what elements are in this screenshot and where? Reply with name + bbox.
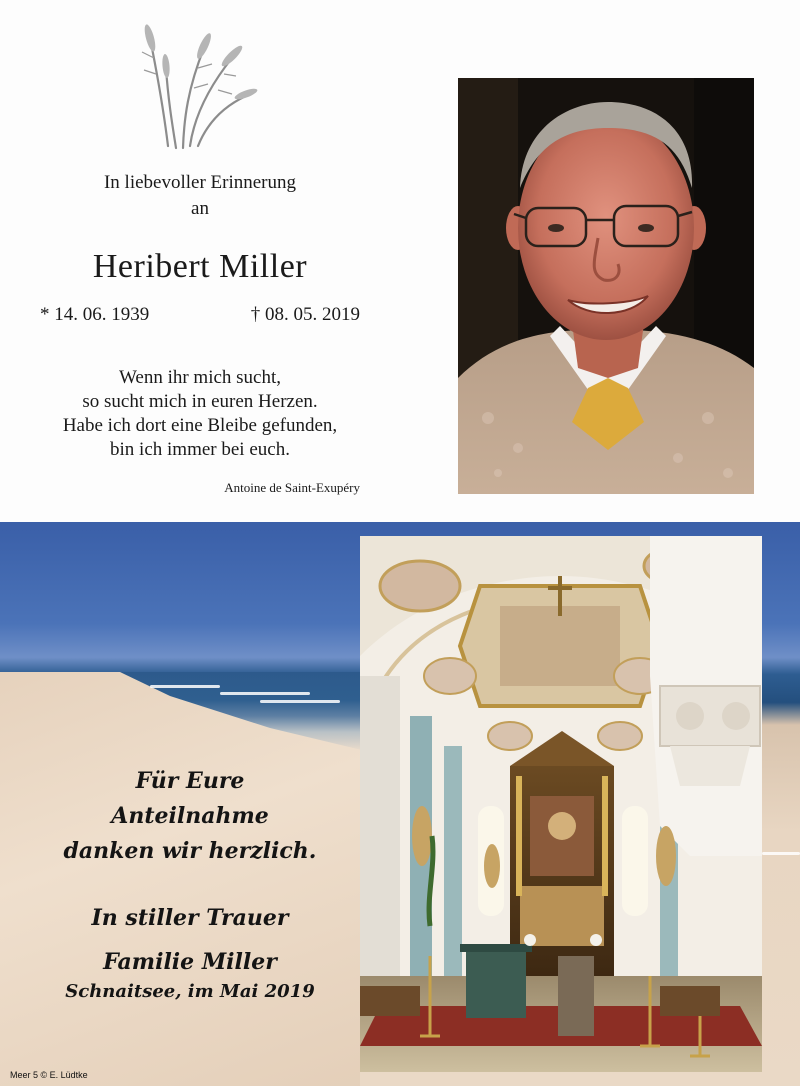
thanks-line: danken wir herzlich. <box>63 838 317 864</box>
intro-line: In liebevoller Erinnerung <box>103 172 297 193</box>
grass-ornament-icon <box>128 18 258 158</box>
thanks-line: Für Eure <box>135 768 245 794</box>
deceased-name: Heribert Miller <box>92 248 308 285</box>
church-interior-photo <box>360 536 762 1072</box>
place-date: Schnaitsee, im Mai 2019 <box>65 981 315 1002</box>
death-date: † 08. 05. 2019 <box>250 304 360 325</box>
quote <box>0 366 400 462</box>
mourning-line: In stiller Trauer <box>91 905 289 931</box>
wave-crest <box>260 700 340 703</box>
copyright-notice: Meer 5 © E. Lüdtke <box>10 1070 88 1080</box>
quote-line: Habe ich dort eine Bleibe gefunden, <box>62 415 338 436</box>
portrait-photo <box>458 78 754 494</box>
intro-line-an: an <box>191 198 209 219</box>
thanks-line: Anteilnahme <box>111 803 269 829</box>
birth-date: * 14. 06. 1939 <box>40 304 150 325</box>
wave-crest <box>220 692 310 695</box>
quote-author: Antoine de Saint-Exupéry <box>224 480 360 495</box>
quote-line: Wenn ihr mich sucht, <box>118 367 282 388</box>
wave-crest <box>150 685 220 688</box>
life-dates <box>40 304 360 326</box>
memorial-card-front <box>0 0 800 522</box>
quote-line: bin ich immer bei euch. <box>110 439 290 460</box>
wave-crest <box>762 852 800 855</box>
quote-line: so sucht mich in euren Herzen. <box>82 391 318 412</box>
family-name: Familie Miller <box>103 949 277 975</box>
